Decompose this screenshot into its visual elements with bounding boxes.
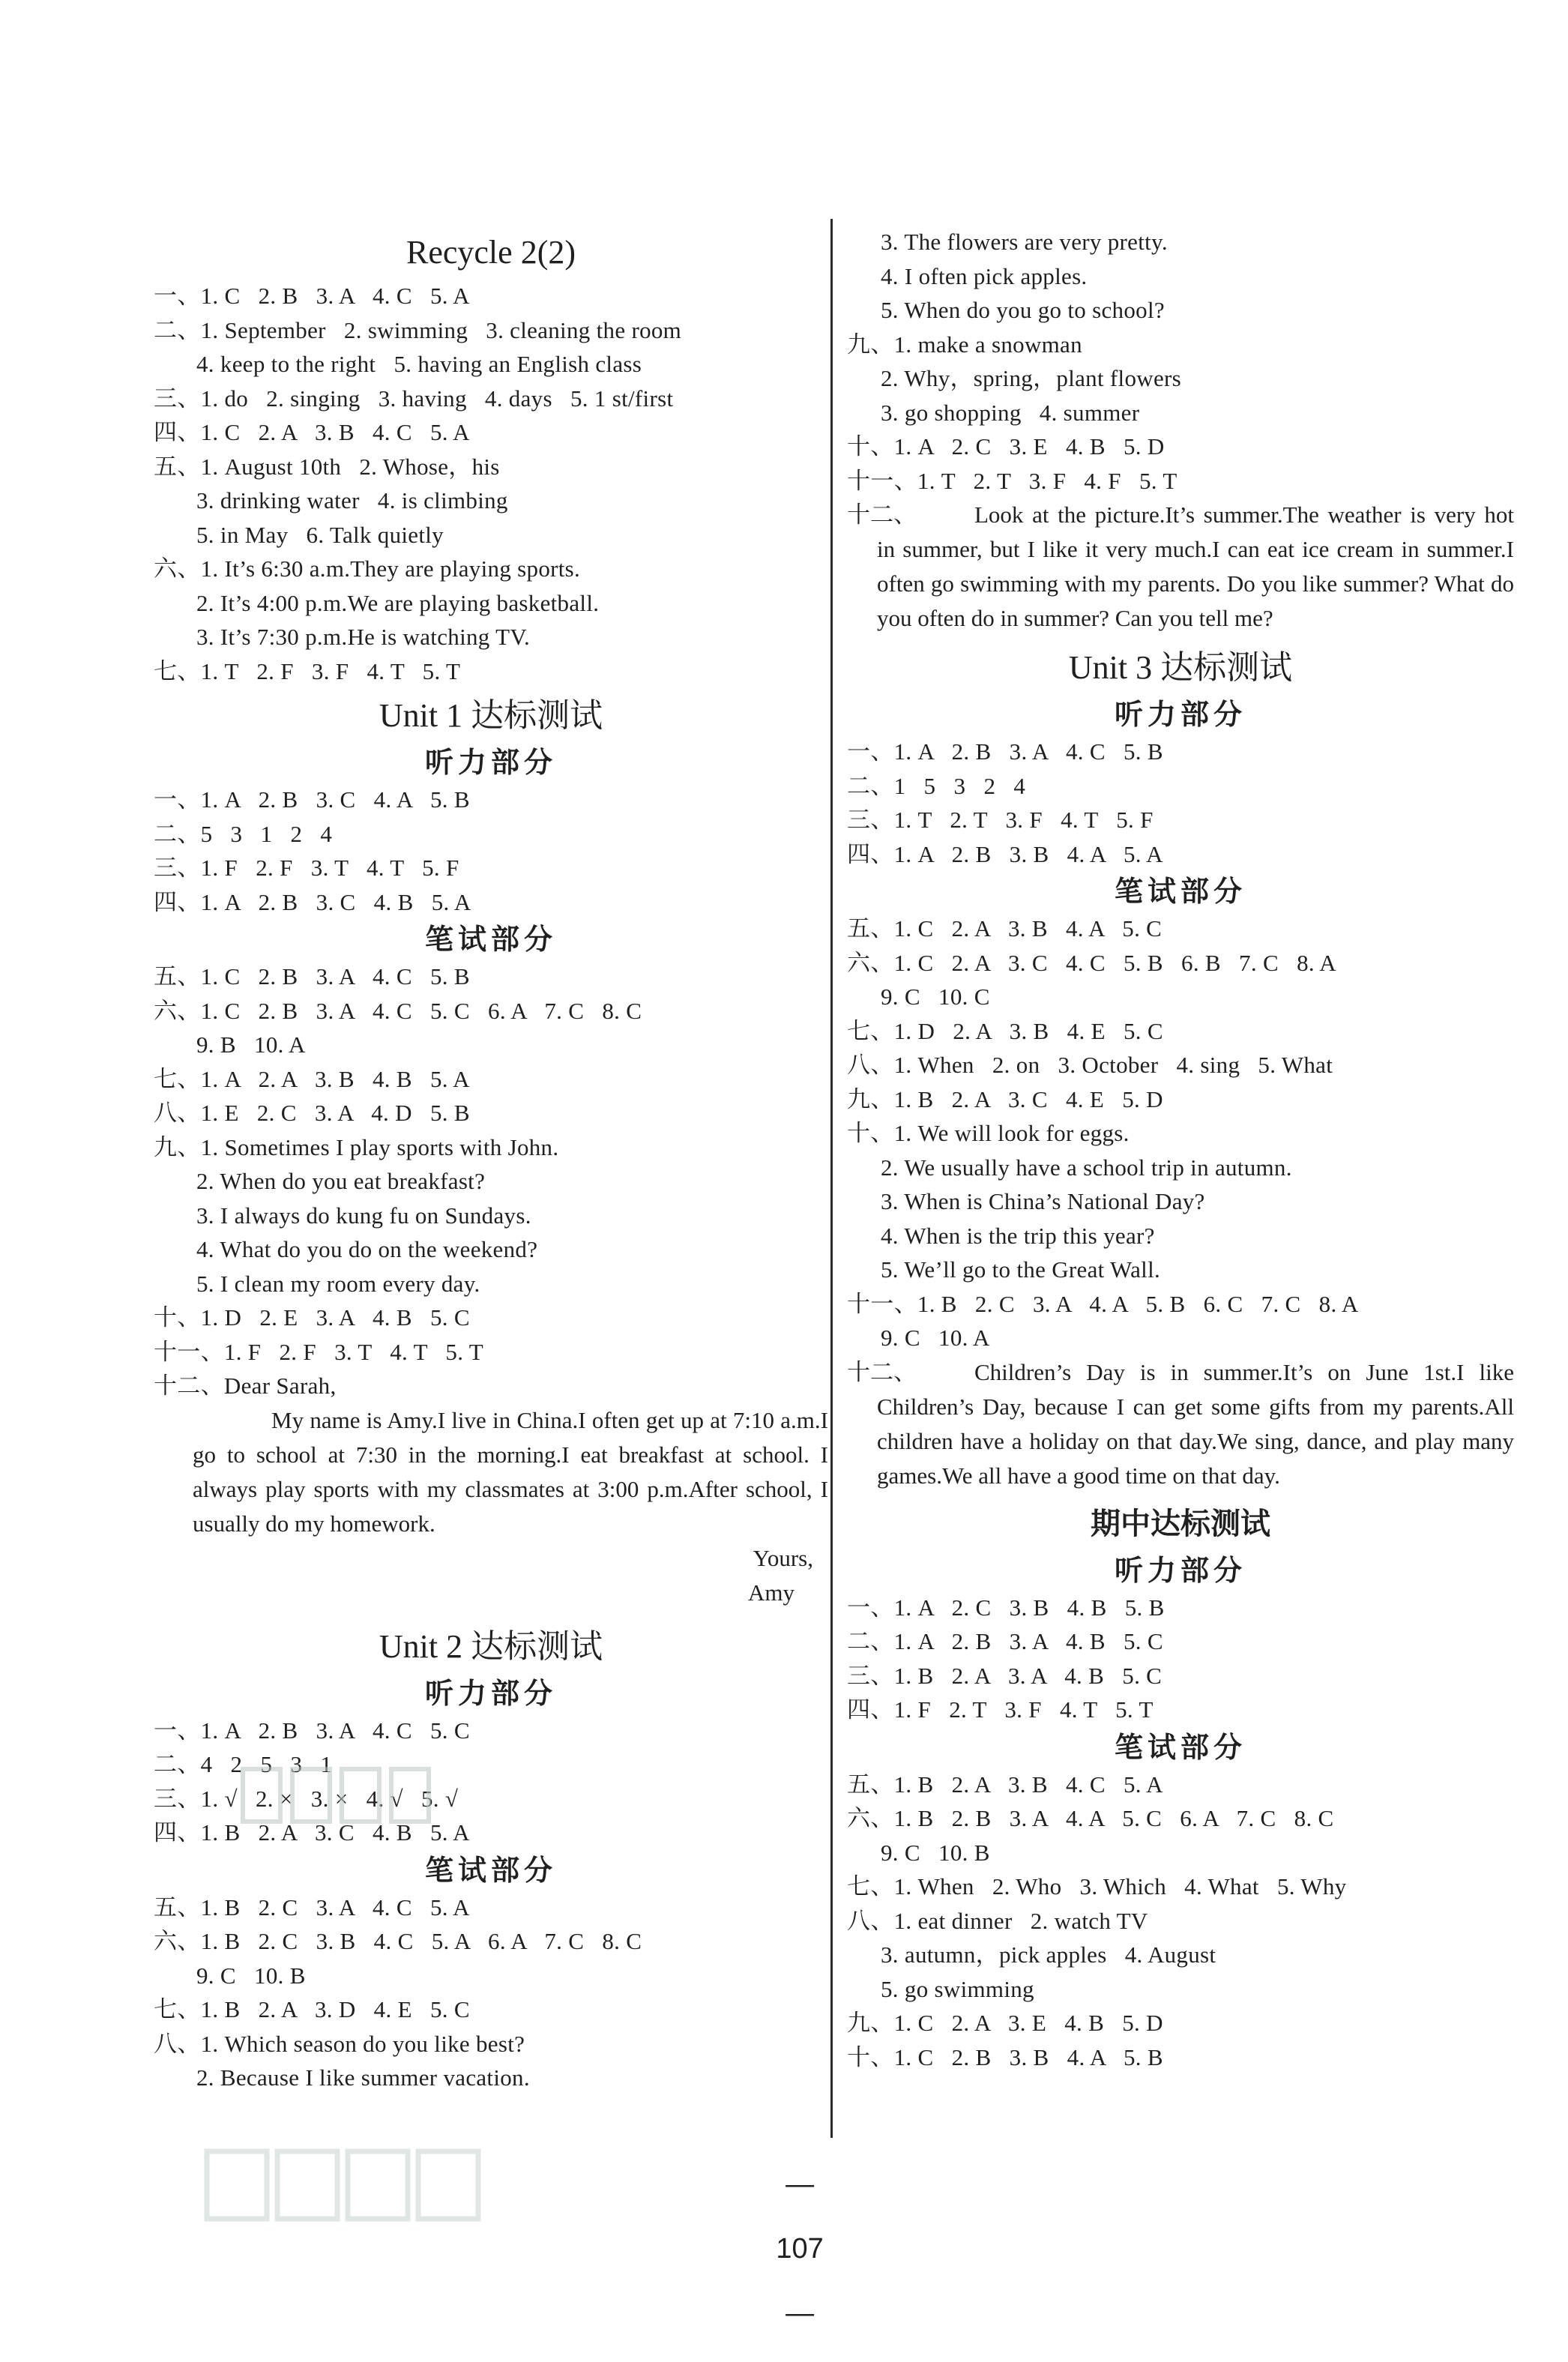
letter-signature: Amy bbox=[748, 1579, 794, 1606]
section-title-unit1: Unit 1 达标测试 bbox=[379, 697, 603, 734]
answer-line: 3. drinking water 4. is climbing bbox=[196, 487, 508, 513]
answer-line: 七、1. D 2. A 3. B 4. E 5. C bbox=[847, 1017, 1163, 1044]
subheading-written: 笔试部分 bbox=[1114, 1730, 1246, 1764]
answer-line: 2. When do you eat breakfast? bbox=[196, 1168, 486, 1194]
right-column bbox=[847, 225, 1514, 2074]
subheading-listening: 听力部分 bbox=[424, 1676, 557, 1710]
answer-line: 八、1. E 2. C 3. A 4. D 5. B bbox=[154, 1100, 470, 1126]
answer-line: 五、1. C 2. A 3. B 4. A 5. C bbox=[847, 915, 1163, 942]
answer-line: 9. C 10. B bbox=[196, 1962, 306, 1989]
answer-line: 四、1. F 2. T 3. F 4. T 5. T bbox=[847, 1696, 1154, 1723]
answer-line: 十二、Dear Sarah, bbox=[154, 1373, 337, 1399]
essay-text: Look at the picture.It’s summer.The weather is very hot in summer, but I like it very much.I can eat ice cream in summer.I often go swimming with my parents. Do you like summer? What do you often do in summer? Can you tell me? bbox=[877, 501, 1514, 631]
letter-closing: Yours, bbox=[753, 1544, 813, 1571]
answer-line: 十一、1. B 2. C 3. A 4. A 5. B 6. C 7. C 8. A bbox=[847, 1290, 1359, 1317]
answer-line: 五、1. August 10th 2. Whose，his bbox=[154, 453, 500, 480]
answer-line: 四、1. C 2. A 3. B 4. C 5. A bbox=[154, 419, 470, 445]
page-number-value: 107 bbox=[776, 2233, 824, 2265]
answer-line: 5. go swimming bbox=[881, 1975, 1034, 2002]
answer-line: 一、1. A 2. C 3. B 4. B 5. B bbox=[847, 1594, 1165, 1621]
answer-line: 八、1. Which season do you like best? bbox=[154, 2030, 525, 2057]
answer-line: 九、1. make a snowman bbox=[847, 331, 1082, 358]
answer-line: 十、1. A 2. C 3. E 4. B 5. D bbox=[847, 433, 1165, 460]
answer-line: 十、1. D 2. E 3. A 4. B 5. C bbox=[154, 1304, 470, 1331]
answer-line: 3. The flowers are very pretty. bbox=[881, 229, 1168, 255]
column-divider bbox=[830, 219, 833, 2138]
answer-line: 四、1. A 2. B 3. B 4. A 5. A bbox=[847, 840, 1163, 867]
section-title-midterm: 期中达标测试 bbox=[1091, 1506, 1270, 1541]
answer-line: 十、1. C 2. B 3. B 4. A 5. B bbox=[847, 2043, 1163, 2070]
answer-line: 5. in May 6. Talk quietly bbox=[196, 521, 444, 548]
answer-line: 一、1. A 2. B 3. A 4. C 5. C bbox=[154, 1717, 470, 1744]
answer-line: 十一、1. F 2. F 3. T 4. T 5. T bbox=[154, 1338, 483, 1365]
subheading-listening: 听力部分 bbox=[1114, 698, 1246, 731]
answer-line: 3. go shopping 4. summer bbox=[881, 399, 1140, 426]
answer-line: 七、1. B 2. A 3. D 4. E 5. C bbox=[154, 1996, 470, 2022]
answer-line: 十、1. We will look for eggs. bbox=[847, 1120, 1130, 1146]
answer-line: 4. I often pick apples. bbox=[881, 262, 1088, 289]
answer-line: 一、1. C 2. B 3. A 4. C 5. A bbox=[154, 283, 470, 309]
watermark-mark bbox=[240, 1762, 435, 1841]
answer-line: 八、1. When 2. on 3. October 4. sing 5. What bbox=[847, 1052, 1333, 1078]
answer-line: 二、1. September 2. swimming 3. cleaning the room bbox=[154, 316, 682, 343]
answer-line: 五、1. C 2. B 3. A 4. C 5. B bbox=[154, 963, 470, 989]
answer-line: 五、1. B 2. A 3. B 4. C 5. A bbox=[847, 1771, 1163, 1798]
answer-line: 六、1. C 2. A 3. C 4. C 5. B 6. B 7. C 8. A bbox=[847, 949, 1336, 976]
answer-line: 八、1. eat dinner 2. watch TV bbox=[847, 1907, 1148, 1934]
answer-line: 三、1. F 2. F 3. T 4. T 5. F bbox=[154, 855, 459, 881]
answer-line: 九、1. B 2. A 3. C 4. E 5. D bbox=[847, 1085, 1163, 1112]
recycle-answers bbox=[154, 279, 828, 688]
answer-line: 七、1. When 2. Who 3. Which 4. What 5. Why bbox=[847, 1873, 1347, 1899]
letter-body: My name is Amy.I live in China.I often get up at 7:10 a.m.I go to school at 7:30 in the morning.I eat breakfast at school. I always play sports with my classmates at 3:00 p.m.After school, I usually do my homework. bbox=[193, 1406, 828, 1537]
answer-line: 2. Why，spring，plant flowers bbox=[881, 365, 1182, 391]
answer-line: 3. I always do kung fu on Sundays. bbox=[196, 1202, 531, 1229]
answer-line: 九、1. C 2. A 3. E 4. B 5. D bbox=[847, 2010, 1163, 2036]
answer-line: 9. C 10. C bbox=[881, 983, 990, 1010]
answer-line: 2. We usually have a school trip in autumn. bbox=[881, 1154, 1292, 1181]
answer-line: 五、1. B 2. C 3. A 4. C 5. A bbox=[154, 1893, 470, 1920]
essay-summer bbox=[847, 498, 1514, 636]
answer-line: 六、1. B 2. B 3. A 4. A 5. C 6. A 7. C 8. C bbox=[847, 1805, 1334, 1831]
page-number-dash-right: — bbox=[785, 2298, 815, 2329]
section-title-unit2: Unit 2 达标测试 bbox=[379, 1627, 603, 1665]
answer-line: 5. When do you go to school? bbox=[881, 297, 1165, 323]
answer-line: 4. What do you do on the weekend? bbox=[196, 1236, 538, 1262]
watermark-icon bbox=[240, 1762, 435, 1829]
subheading-listening: 听力部分 bbox=[1114, 1553, 1246, 1587]
answer-line: 七、1. T 2. F 3. F 4. T 5. T bbox=[154, 657, 461, 684]
subheading-written: 笔试部分 bbox=[1114, 875, 1246, 908]
answer-line: 3. When is China’s National Day? bbox=[881, 1188, 1205, 1214]
answer-line: 9. C 10. A bbox=[881, 1325, 990, 1351]
answer-line: 5. We’ll go to the Great Wall. bbox=[881, 1256, 1161, 1283]
answer-line: 3. It’s 7:30 p.m.He is watching TV. bbox=[196, 624, 531, 650]
answer-line: 一、1. A 2. B 3. C 4. A 5. B bbox=[154, 786, 470, 813]
answer-line: 四、1. B 2. A 3. C 4. B 5. A bbox=[154, 1819, 470, 1846]
answer-line: 二、4 2 5 3 1 bbox=[154, 1751, 333, 1777]
subheading-written: 笔试部分 bbox=[424, 923, 557, 956]
answer-line: 4. keep to the right 5. having an English class bbox=[196, 351, 642, 377]
answer-line: 二、1 5 3 2 4 bbox=[847, 772, 1026, 799]
answer-line: 九、1. Sometimes I play sports with John. bbox=[154, 1133, 559, 1160]
answer-line: 5. I clean my room every day. bbox=[196, 1270, 480, 1297]
answer-line: 七、1. A 2. A 3. B 4. B 5. A bbox=[154, 1065, 470, 1092]
subheading-written: 笔试部分 bbox=[424, 1853, 557, 1887]
answer-line: 六、1. B 2. C 3. B 4. C 5. A 6. A 7. C 8. C bbox=[154, 1928, 642, 1954]
answer-line: 三、1. do 2. singing 3. having 4. days 5. 1 st/first bbox=[154, 385, 674, 412]
answer-line: 三、1. B 2. A 3. A 4. B 5. C bbox=[847, 1662, 1163, 1689]
answer-line: 2. Because I like summer vacation. bbox=[196, 2064, 530, 2091]
answer-line: 四、1. A 2. B 3. C 4. B 5. A bbox=[154, 888, 471, 915]
essay-childrens-day bbox=[847, 1355, 1514, 1493]
section-title-recycle: Recycle 2(2) bbox=[406, 234, 576, 271]
answer-line: 2. It’s 4:00 p.m.We are playing basketball. bbox=[196, 589, 600, 616]
answer-line: 9. C 10. B bbox=[881, 1839, 990, 1866]
answer-line: 9. B 10. A bbox=[196, 1031, 306, 1058]
page-number bbox=[0, 2136, 1568, 2362]
answer-line: 三、1. T 2. T 3. F 4. T 5. F bbox=[847, 807, 1154, 833]
answer-line: 十一、1. T 2. T 3. F 4. F 5. T bbox=[847, 467, 1177, 494]
section-title-unit3: Unit 3 达标测试 bbox=[1068, 649, 1293, 686]
answer-line: 3. autumn，pick apples 4. August bbox=[881, 1941, 1216, 1968]
essay-label: 十二、 bbox=[847, 501, 917, 528]
essay-text: Children’s Day is in summer.It’s on June 1st.I like Children’s Day, because I can get some gifts from my parents.All children have a holiday on that day.We sing, dance, and play many games.We all have a good time on that day. bbox=[877, 1358, 1514, 1489]
answer-line: 4. When is the trip this year? bbox=[881, 1222, 1155, 1249]
answer-line: 一、1. A 2. B 3. A 4. C 5. B bbox=[847, 738, 1163, 765]
answer-line: 六、1. It’s 6:30 a.m.They are playing sports. bbox=[154, 555, 581, 582]
page-number-dash-left: — bbox=[785, 2169, 815, 2200]
essay-label: 十二、 bbox=[847, 1358, 917, 1385]
answer-line: 二、1. A 2. B 3. A 4. B 5. C bbox=[847, 1628, 1163, 1654]
answer-line: 六、1. C 2. B 3. A 4. C 5. C 6. A 7. C 8. C bbox=[154, 997, 642, 1024]
answer-line: 二、5 3 1 2 4 bbox=[154, 820, 333, 847]
answer-line: 三、1. √ 2. × 3. × 4. √ 5. √ bbox=[154, 1785, 459, 1812]
subheading-listening: 听力部分 bbox=[424, 746, 557, 779]
